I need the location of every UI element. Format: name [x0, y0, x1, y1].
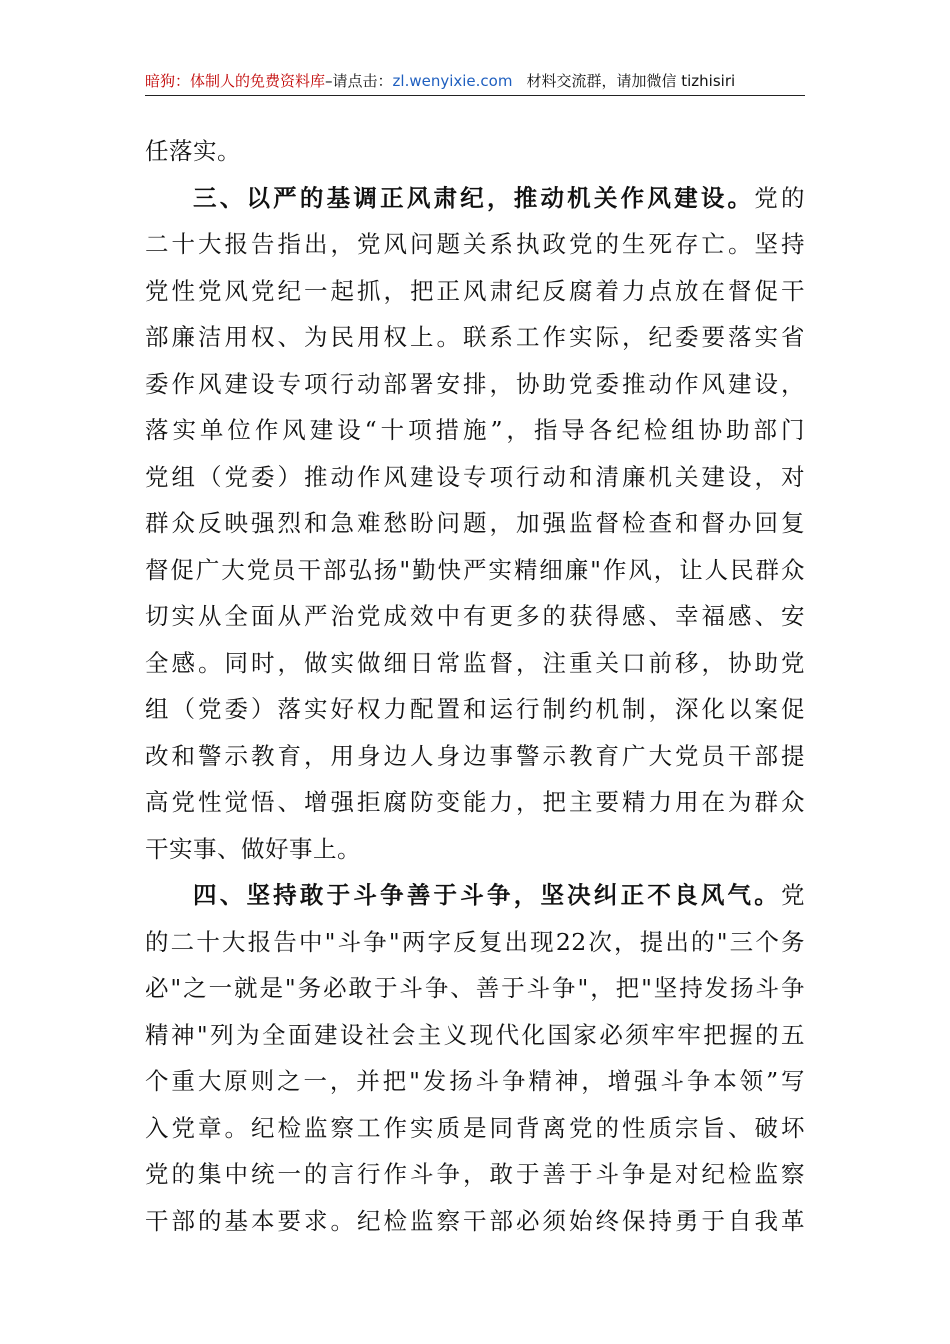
- text-line: 精神"列为全面建设社会主义现代化国家必须牢牢把握的五: [145, 1020, 805, 1049]
- text-line: 干部的基本要求。纪检监察干部必须始终保持勇于自我革: [145, 1206, 805, 1235]
- text-line: 入党章。纪检监察工作实质是同背离党的性质宗旨、破坏: [145, 1113, 805, 1142]
- text-line: 群众反映强烈和急难愁盼问题，加强监督检查和督办回复: [145, 509, 805, 537]
- text-line: 党组（党委）推动作风建设专项行动和清廉机关建设，对: [145, 462, 805, 491]
- header-link[interactable]: zl.wenyixie.com: [392, 72, 513, 90]
- text-line: 的二十大报告中"斗争"两字反复出现22次，提出的"三个务: [145, 927, 805, 956]
- section-heading-line: 四、坚持敢于斗争善于斗争，坚决纠正不良风气。党: [193, 881, 805, 909]
- text-line: 党的集中统一的言行作斗争，敢于善于斗争是对纪检监察: [145, 1160, 805, 1188]
- section-heading: 四、坚持敢于斗争善于斗争，坚决纠正不良风气。: [193, 881, 781, 909]
- text-line: 党性党风党纪一起抓，把正风肃纪反腐着力点放在督促干: [145, 276, 805, 305]
- page-header: [145, 70, 805, 94]
- header-contact: 材料交流群，请加微信 tizhisiri: [526, 72, 736, 90]
- text-line: 委作风建设专项行动部署安排，协助党委推动作风建设，: [145, 369, 805, 398]
- text-line: 部廉洁用权、为民用权上。联系工作实际，纪委要落实省: [145, 323, 805, 351]
- text-line: 任落实。: [145, 137, 241, 165]
- header-brand: 暗狗：体制人的免费资料库: [145, 72, 326, 90]
- text-line: 改和警示教育，用身边人身边事警示教育广大党员干部提: [145, 741, 805, 770]
- text-line: 二十大报告指出，党风问题关系执政党的生死存亡。坚持: [145, 230, 805, 258]
- text-line: 高党性觉悟、增强拒腐防变能力，把主要精力用在为群众: [145, 788, 805, 816]
- text-line: 必"之一就是"务必敢于斗争、善于斗争"，把"坚持发扬斗争: [145, 974, 805, 1002]
- header-link-prefix: –请点击：: [325, 72, 393, 90]
- section-heading: 三、以严的基调正风肃纪，推动机关作风建设。: [193, 183, 755, 212]
- section-heading-line: 三、以严的基调正风肃纪，推动机关作风建设。党的: [193, 183, 806, 212]
- text-line: 切实从全面从严治党成效中有更多的获得感、幸福感、安: [145, 602, 805, 630]
- header-divider: [145, 95, 805, 96]
- text-line: 全感。同时，做实做细日常监督，注重关口前移，协助党: [145, 648, 805, 677]
- text-line: 个重大原则之一，并把"发扬斗争精神，增强斗争本领”写: [145, 1067, 805, 1095]
- text-line: 督促广大党员干部弘扬"勤快严实精细廉"作风，让人民群众: [145, 555, 805, 584]
- text-line: 干实事、做好事上。: [145, 834, 361, 863]
- text-line: 落实单位作风建设“十项措施”，指导各纪检组协助部门: [145, 416, 805, 444]
- text-line: 组（党委）落实好权力配置和运行制约机制，深化以案促: [145, 695, 805, 723]
- document-body: [145, 128, 805, 1244]
